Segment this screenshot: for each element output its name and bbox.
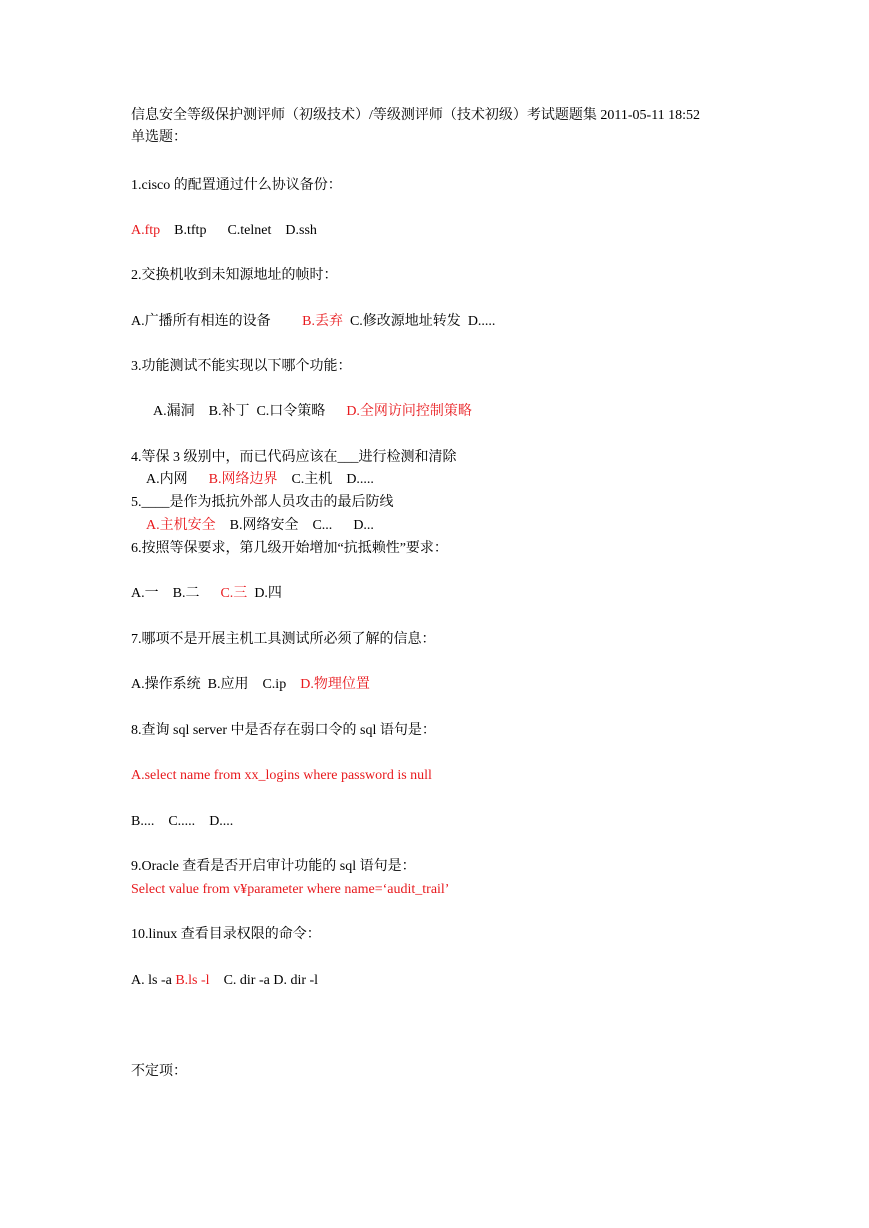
option-d: D.四	[254, 586, 282, 601]
option-a-correct: A.select name from xx_logins where password is null	[131, 768, 432, 783]
option-a: A. ls -a	[131, 973, 172, 988]
option-a: A.内网	[146, 472, 188, 487]
option-d-correct: D.物理位置	[300, 677, 370, 692]
option-d: D.....	[467, 314, 496, 329]
question-7: 7.哪项不是开展主机工具测试所必须了解的信息：	[131, 632, 436, 647]
question-5-options	[146, 517, 374, 535]
question-10: 10.linux 查看目录权限的命令：	[131, 927, 321, 942]
question-3: 3.功能测试不能实现以下哪个功能：	[131, 359, 352, 374]
question-2-options	[131, 313, 495, 331]
option-b: B....	[131, 814, 155, 829]
option-c: C.修改源地址转发	[349, 314, 461, 329]
option-c: C. dir -a	[223, 973, 270, 988]
question-10-options	[131, 972, 318, 990]
option-b: B.二	[172, 586, 200, 601]
question-4-options	[146, 471, 374, 489]
option-a-correct: A.主机安全	[146, 518, 216, 533]
option-c: C...	[312, 518, 333, 533]
question-4: 4.等保 3 级别中，而已代码应该在___进行检测和清除	[131, 450, 457, 465]
option-a-correct: A.ftp	[131, 223, 161, 238]
option-a: A.操作系统	[131, 677, 201, 692]
section-single-choice: 单选题：	[131, 130, 187, 145]
question-3-options	[153, 403, 472, 421]
option-b: B.tftp	[174, 223, 207, 238]
option-b-correct: B.ls -l	[175, 973, 210, 988]
option-d: D...	[353, 518, 374, 533]
option-c: C.主机	[291, 472, 333, 487]
question-9-answer: Select value from v¥parameter where name=‘audit_trail’	[131, 882, 450, 897]
option-c: C.telnet	[227, 223, 272, 238]
option-b: B.应用	[207, 677, 249, 692]
option-d: D.....	[346, 472, 374, 487]
option-c-correct: C.三	[220, 586, 248, 601]
question-9: 9.Oracle 查看是否开启审计功能的 sql 语句是：	[131, 859, 416, 874]
option-d-correct: D.全网访问控制策略	[346, 404, 472, 419]
question-2: 2.交换机收到未知源地址的帧时：	[131, 268, 338, 283]
option-a: A.漏洞	[153, 404, 195, 419]
section-multi-choice: 不定项：	[131, 1064, 187, 1079]
option-d: D. dir -l	[273, 973, 319, 988]
option-a: A.一	[131, 586, 159, 601]
option-a: A.广播所有相连的设备	[131, 314, 271, 329]
question-8: 8.查询 sql server 中是否存在弱口令的 sql 语句是：	[131, 723, 436, 738]
option-b: B.补丁	[208, 404, 250, 419]
option-c: C.口令策略	[256, 404, 326, 419]
question-6: 6.按照等保要求，第几级开始增加“抗抵赖性”要求：	[131, 541, 448, 556]
option-c: C.....	[168, 814, 196, 829]
question-7-options	[131, 676, 370, 694]
option-b: B.网络安全	[229, 518, 299, 533]
option-d: D.ssh	[285, 223, 317, 238]
question-1-options	[131, 222, 317, 240]
option-b-correct: B.丢弃	[302, 314, 343, 329]
question-8-options	[131, 813, 233, 831]
option-b-correct: B.网络边界	[208, 472, 278, 487]
question-5: 5.____是作为抵抗外部人员攻击的最后防线	[131, 495, 394, 510]
document-title: 信息安全等级保护测评师（初级技术）/等级测评师（技术初级）考试题题集 2011-05-11 18:52	[131, 108, 701, 123]
option-c: C.ip	[262, 677, 287, 692]
option-d: D....	[209, 814, 234, 829]
question-6-options	[131, 585, 282, 603]
question-1: 1.cisco 的配置通过什么协议备份：	[131, 178, 342, 193]
